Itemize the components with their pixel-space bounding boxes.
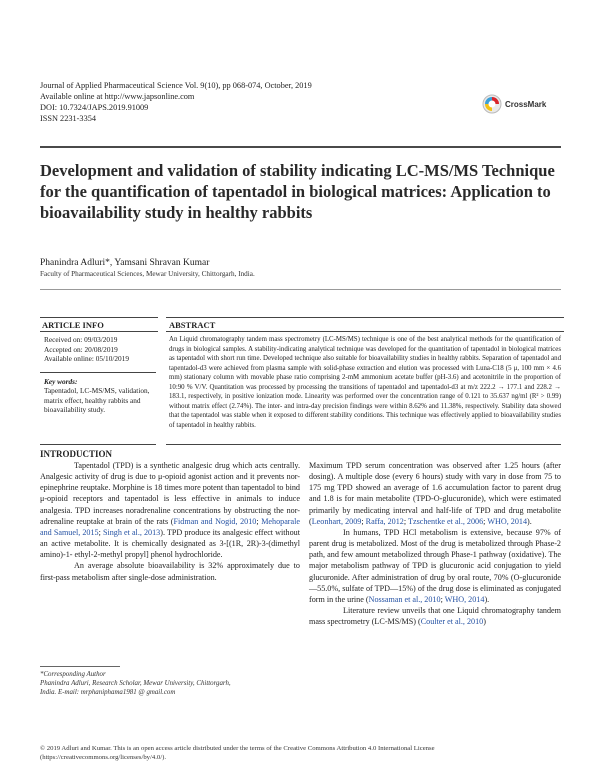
paragraph: Literature review unveils that one Liquid chromatography tandem mass spectrometry (LC-MS/MS) (Coulter et al., 2010) [309, 606, 561, 627]
left-column [40, 460, 300, 583]
article-title: Development and validation of stability indicating LC-MS/MS Technique for the quantification of tapentadol in biological matrices: Application to bioavailability study in healthy rabbits [40, 161, 555, 222]
paragraph: Tapentadol (TPD) is a synthetic analgesic drug which acts centrally. Analgesic activity of drug is due to μ-opioid agonist action and it prevents nor-epinephrine reuptake. Morphine is 18 times more potent than tapentadol to bind μ-opioid receptors and tapentadol is less effective in animals to induce analgesia. TPD increases noradrenaline concentrations by obstructing the nor-adrenaline reuptake at brain of the rats (Fidman and Nogid, 2010; Mehoparale and Samuel, 2015; Singh et al., 2013). TPD produce its analgesic effect without an active metabolite. It is chemically designated as 3-[(1R, 2R)-3-(dimethyl amino)-1- ethyl-2-methyl propyl] phenol hydrochloride. [40, 461, 300, 560]
citation-link[interactable]: Raffa, 2012 [365, 516, 404, 526]
footnote [40, 670, 240, 698]
keywords-title: Key words: [44, 377, 78, 386]
paragraph: An average absolute bioavailability is 32% approximately due to first-pass metabolism after single-dose administration. [40, 561, 300, 582]
crossmark-badge[interactable] [482, 94, 546, 114]
abstract-heading: ABSTRACT [166, 317, 564, 332]
citation-link[interactable]: WHO, 2014 [487, 516, 528, 526]
divider [40, 444, 156, 445]
citation-link[interactable]: Tzschentke et al., 2006 [408, 516, 484, 526]
citation-link[interactable]: Mehoparale and Samuel, 2015 [40, 516, 300, 537]
paragraph: Maximum TPD serum concentration was observed after 1.25 hours (after dosing). A multiple dose (every 6 hours) study with vary in dose from 75 to 175 mg TPD showed an average of 1.6 accumulation factor to parent drug and 1.8 is for main metabolite (TPD-O-glucuronide), which were estimated primarily by medicating interval and half-life of TPD and drug metabolite (Leonhart, 2009; Raffa, 2012; Tzschentke et al., 2006; WHO, 2014). [309, 461, 561, 526]
journal-citation: Journal of Applied Pharmaceutical Science Vol. 9(10), pp 068-074, October, 2019 [40, 81, 312, 90]
introduction-heading: INTRODUCTION [40, 449, 113, 459]
authors: Phanindra Adluri*, Yamsani Shravan Kumar [40, 258, 210, 268]
footnote-rule [40, 666, 120, 667]
keywords: Tapentadol, LC-MS/MS, validation, matrix effect, healthy rabbits and bioavailability study. [44, 386, 150, 415]
corresponding-label: *Corresponding Author [40, 671, 106, 678]
journal-doi[interactable]: DOI: 10.7324/JAPS.2019.91009 [40, 103, 149, 112]
citation-link[interactable]: Leonhart, 2009 [311, 516, 362, 526]
accepted-date: Accepted on: 20/08/2019 [44, 344, 118, 354]
citation-link[interactable]: Fidman and Nogid, 2010 [173, 516, 257, 526]
divider [40, 372, 156, 373]
journal-meta [40, 80, 312, 124]
citation-link[interactable]: Nossaman et al., 2010 [368, 594, 441, 604]
received-date: Received on: 09/03/2019 [44, 335, 118, 344]
crossmark-icon [482, 94, 502, 114]
article-dates [44, 335, 129, 364]
citation-link[interactable]: Singh et al., 2013 [102, 527, 161, 537]
citation-link[interactable]: Coulter et al., 2010 [420, 617, 484, 627]
journal-url[interactable]: Available online at http://www.japsonline.com [40, 92, 195, 101]
right-column [309, 460, 561, 627]
affiliation: Faculty of Pharmaceutical Sciences, Mewar University, Chittorgarh, India. [40, 270, 255, 278]
divider [40, 289, 561, 290]
crossmark-label: CrossMark [505, 99, 547, 109]
header-rule [40, 146, 561, 148]
divider [166, 444, 561, 445]
corresponding-details: Phanindra Adluri, Research Scholar, Mewar University, Chittorgarh, India. E-mail: mrphaniphama1981 @ gmail.com [40, 680, 231, 697]
paragraph: In humans, TPD HCl metabolism is extensive, because 97% of parent drug is metabolized. Most of the drug is metabolized through Phase-2 path, and few amount metabolized through Phase-1 pathway (oxidative). The major metabolism pathway of TPD is glucuronic acid conjugation to yield glucuronide. After administration of drug by oral route, 70% (O-glucuronide—55.0%, sulfate of TPD—15%) of the drug dose is eliminated as conjugated form in the urine (Nossaman et al., 2010; WHO, 2014). [309, 527, 561, 604]
available-date: Available online: 05/10/2019 [44, 354, 129, 364]
article-info-heading: ARTICLE INFO [40, 317, 158, 332]
citation-link[interactable]: WHO, 2014 [444, 594, 485, 604]
license-footer: © 2019 Adluri and Kumar. This is an open access article distributed under the terms of the Creative Commons Attribution 4.0 International License (https://creativecommons.org/licenses/by/4.0/). [40, 745, 435, 761]
journal-issn: ISSN 2231-3354 [40, 114, 97, 123]
abstract-text: An Liquid chromatography tandem mass spectrometry (LC-MS/MS) technique is one of the best analytical methods for the quantification of drugs in biological samples. A stability-indicating analytical technique was developed for the quantitation of tapentadol in biological matrices as tapentadol with short run time. Developed technique also suitable for bioavailability studies in healthy rabbits. Separation of tapentadol and tapentadol-d3 were achieved from plasma sample with solid-phase extraction and elution was processed with Luna-C18 (5 μ, 100 mm × 4.6 mm) stationary column with movable phase ratio comprising 2-mM ammonium acetate buffer (pH-3.6) and acetonitrile in the proportion of 10:90 % V/V. Quantitation was processed by processing the transitions of tapentadol and tapentadol-d3 at m/z 222.2 → 177.1 and 228.2 → 183.1, respectively, in positive ionization mode. Linearity was performed over the concentration range of 0.121 to 35.637 ng/ml (R² > 0.99) without matrix effect (2.74%). The inter- and intra-day precision findings were within 8.62% and 11.38%, respectively. Stability data showed that the tapentadol was stable when it exposed to different stability conditions. This technique was effectively applied to bioavailability studies of tapentadol in healthy rabbits. [169, 336, 561, 429]
